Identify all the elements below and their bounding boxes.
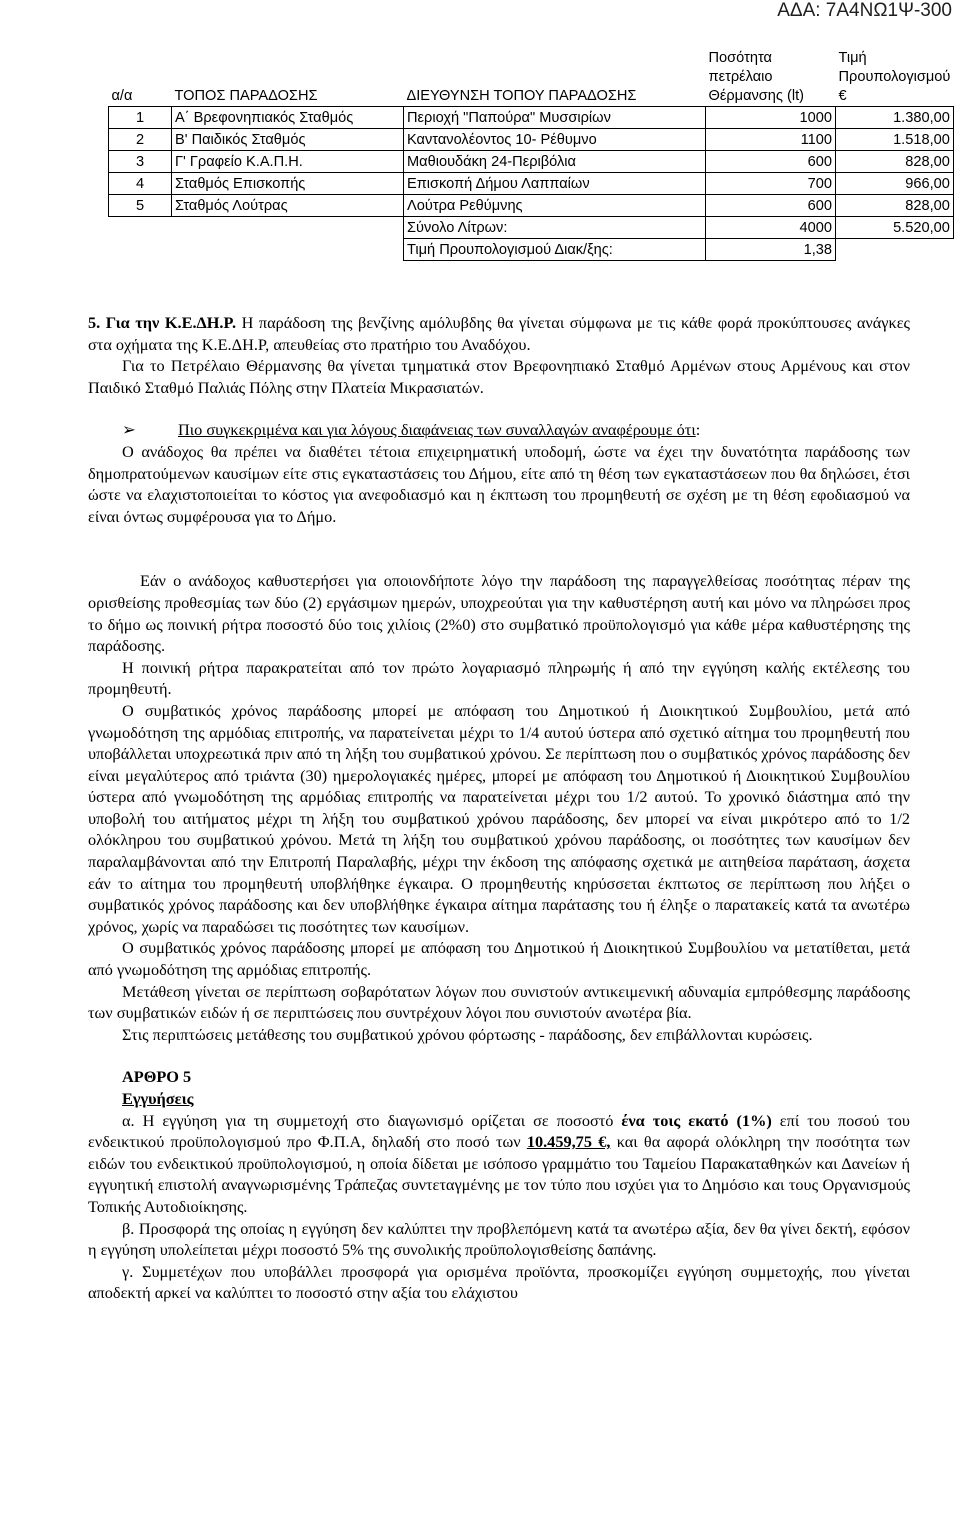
paragraph-guarantee-b: β. Προσφορά της οποίας η εγγύηση δεν καλύπτει την προβλεπόμενη κατά τα ανωτέρω αξία, δεν θα γίνει δεκτή, εφόσον η εγγύηση υπολείπεται μέχρι ποσοστό 5% της συνολικής προϋπολογισθείσης δαπάνης. xyxy=(88,1218,910,1260)
unit-price-value: 1,38 xyxy=(706,239,836,261)
delivery-table xyxy=(108,40,954,261)
document-body xyxy=(88,312,910,1304)
article-subtitle xyxy=(88,1088,910,1110)
paragraph-postponement: Ο συμβατικός χρόνος παράδοσης μπορεί με απόφαση του Δημοτικού ή Διοικητικού Συμβουλίου να μετατίθεται, μετά από γνωμοδότηση της αρμόδιας επιτροπής. xyxy=(88,938,910,980)
guarantee-a-text: και θα αφορά ολόκληρη την ποσότητα των ειδών του ενδεικτικού προϋπολογισμού, η οποία δίδεται με ισόποσο γραμμάτιο του Ταμείου Παρακαταθηκών και Δανείων ή εγγυητική επιστολή αναγνωρισμένης Τράπεζας συντεταγμένης με τον τύπο που ισχύει για το Δημόσιο και τους Οργανισμούς Τοπικής Αυτοδιοίκησης. xyxy=(88,1132,911,1216)
cell-aa: 2 xyxy=(109,129,172,151)
paragraph-delay-penalty: Εάν ο ανάδοχος καθυστερήσει για οποιονδήποτε λόγο την παράδοση της παραγγελθείσας ποσότητας πέραν της ορισθείσης προθεσμίας των δύο (2) εργάσιμων ημερών, υποχρεούται για την καθυστέρηση αυτή και μόνο να πληρώσει προς το δήμο ως ποινική ρήτρα ποσοστό δύο τοις χιλίοις (2%0) στο συμβατικό προϋπολογισμό για κάθε μέρα καθυστέρησης της παράδοσης. xyxy=(88,571,910,656)
guarantee-a-text: α. Η εγγύηση για τη συμμετοχή στο διαγωνισμό ορίζεται σε ποσοστό xyxy=(122,1110,622,1130)
guarantee-a-text: επί του ποσού του ενδεικτικού προϋπολογισμού προ Φ.Π.Α, δηλαδή στο ποσό των xyxy=(88,1110,910,1152)
cell-price: 966,00 xyxy=(836,173,954,195)
cell-address: Μαθιουδάκη 24-Περιβόλια xyxy=(404,151,706,173)
bullet-underlined-text: Πιο συγκεκριμένα και για λόγους διαφάνειας των συναλλαγών αναφέρουμε ότι xyxy=(178,420,696,440)
paragraph-kedir xyxy=(88,312,910,355)
cell-quantity: 1000 xyxy=(706,107,836,129)
guarantee-percent: ένα τοις εκατό (1%) xyxy=(621,1110,772,1130)
table-row xyxy=(109,107,954,129)
table-row xyxy=(109,173,954,195)
table-row xyxy=(109,129,954,151)
unit-price-label: Τιμή Προυπολογισμού Διακ/ξης: xyxy=(404,239,706,261)
total-label: Σύνολο Λίτρων: xyxy=(404,217,706,239)
paragraph-contractor-infrastructure: Ο ανάδοχος θα πρέπει να διαθέτει τέτοια επιχειρηματική υποδομή, ώστε να έχει την δυνατότητα παράδοσης των δημοπρατούμενων καυσίμων είτε στις εγκαταστάσεις του Δήμου, είτε από τη θέση των εγκαταστάσεων που θα δηλώσει, έτσι ώστε να ελαχιστοποιείται το κόστος για ανεφοδιασμό και η έκπτωση του προμηθευτή σε σχέση με τη θέση εφοδιασμού να είναι όντως συμφέρουσα για το Δήμο. xyxy=(88,441,910,526)
header-place: ΤΟΠΟΣ ΠΑΡΑΔΟΣΗΣ xyxy=(174,88,318,104)
total-price: 5.520,00 xyxy=(836,217,954,239)
cell-place: Β' Παιδικός Σταθμός xyxy=(172,129,404,151)
cell-place: Α΄ Βρεφονηπιακός Σταθμός xyxy=(172,107,404,129)
article-title xyxy=(88,1066,910,1088)
cell-address: Καντανολέοντος 10- Ρέθυμνο xyxy=(404,129,706,151)
total-row xyxy=(109,217,954,239)
cell-quantity: 1100 xyxy=(706,129,836,151)
cell-price: 1.380,00 xyxy=(836,107,954,129)
total-quantity: 4000 xyxy=(706,217,836,239)
cell-aa: 4 xyxy=(109,173,172,195)
header-address: ΔΙΕΥΘΥΝΣΗ ΤΟΠΟΥ ΠΑΡΑΔΟΣΗΣ xyxy=(406,88,637,104)
header-aa: α/α xyxy=(111,88,133,104)
arrow-bullet-icon: ➢ xyxy=(122,420,136,440)
paragraph-no-sanctions: Στις περιπτώσεις μετάθεσης του συμβατικού χρόνου φόρτωσης - παράδοσης, δεν επιβάλλονται κυρώσεις. xyxy=(122,1024,813,1044)
table-row xyxy=(109,151,954,173)
header-price: Τιμή Προυπολογισμού € xyxy=(838,50,951,104)
cell-quantity: 700 xyxy=(706,173,836,195)
cell-aa: 3 xyxy=(109,151,172,173)
article-subtitle-text: Εγγυήσεις xyxy=(122,1089,194,1108)
cell-address: Περιοχή "Παπούρα" Μυσσιρίων xyxy=(404,107,706,129)
article-title-text: ΑΡΘΡΟ 5 xyxy=(122,1067,192,1087)
table-row xyxy=(109,195,954,217)
cell-price: 828,00 xyxy=(836,151,954,173)
cell-quantity: 600 xyxy=(706,151,836,173)
kedir-text: Η παράδοση της βενζίνης αμόλυβδης θα γίνεται σύμφωνα με τις κάθε φορά προκύπτουσες ανάγκες στα οχήματα της Κ.Ε.ΔΗ.Ρ, απευθείας στο πρατήριο του Αναδόχου. xyxy=(88,313,910,354)
cell-address: Επισκοπή Δήμου Λαππαίων xyxy=(404,173,706,195)
guarantee-amount: 10.459,75 €, xyxy=(526,1132,611,1152)
cell-address: Λούτρα Ρεθύμνης xyxy=(404,195,706,217)
paragraph-force-majeure: Μετάθεση γίνεται σε περίπτωση σοβαρότατων λόγων που συνιστούν αντικειμενική αδυναμία εμπρόθεσμης παράδοσης των συμβατικών ειδών ή σε περιπτώσεις που συντρέχουν λόγοι που συνιστούν ανωτέρα βία. xyxy=(88,981,910,1023)
header-quantity: Ποσότητα πετρέλαιο Θέρμανσης (lt) xyxy=(708,50,805,104)
paragraph-guarantee-a xyxy=(88,1110,910,1218)
paragraph-heating-oil: Για το Πετρέλαιο Θέρμανσης θα γίνεται τμηματικά στον Βρεφονηπιακό Σταθμό Αρμένων στους Αρμένους και στον Παιδικό Σταθμό Παλιάς Πόλης στην Πλατεία Μικρασιατών. xyxy=(88,356,910,397)
bullet-colon: : xyxy=(695,420,701,440)
ada-code: ΑΔΑ: 7Α4ΝΩ1Ψ-300 xyxy=(777,0,952,21)
cell-price: 1.518,00 xyxy=(836,129,954,151)
table-header-row xyxy=(109,40,954,107)
cell-aa: 5 xyxy=(109,195,172,217)
paragraph-penalty-withholding: Η ποινική ρήτρα παρακρατείται από τον πρώτο λογαριασμό πληρωμής ή από την εγγύηση καλής εκτέλεσης του προμηθευτή. xyxy=(88,657,910,699)
unit-price-row xyxy=(109,239,954,261)
kedir-heading: 5. Για την Κ.Ε.ΔΗ.Ρ. xyxy=(88,313,237,332)
cell-place: Σταθμός Επισκοπής xyxy=(172,173,404,195)
cell-place: Σταθμός Λούτρας xyxy=(172,195,404,217)
paragraph-extension: Ο συμβατικός χρόνος παράδοσης μπορεί με απόφαση του Δημοτικού ή Διοικητικού Συμβουλίου, μετά από γνωμοδότηση της αρμόδιας επιτροπής, να παρατείνεται μέχρι το 1/4 αυτού ύστερα από σχετικό αίτημα του προμηθευτή που υποβάλλεται υποχρεωτικά πριν από τη λήξη του συμβατικού χρόνου. Σε περίπτωση που ο συμβατικός χρόνος παράδοσης δεν είναι μεγαλύτερος από τριάντα (30) ημερολογιακές ημέρες, μπορεί με απόφαση του Δημοτικού ή Διοικητικού Συμβουλίου ύστερα από γνωμοδότηση της αρμόδιας επιτροπής να παρατείνεται μέχρι του 1/2 αυτού. Το χρονικό διάστημα από την υποβολή του αιτήματος μέχρι τη λήξη του συμβατικού χρόνου παράδοσης, δεν μπορεί να είναι μικρότερο από το 1/2 ολόκληρου του συμβατικού χρόνου. Μετά τη λήξη του συμβατικού χρόνου παράδοσης, οι ποσότητες των καυσίμων δεν παραλαμβάνονται από την Επιτροπή Παραλαβής, μέχρι την έκδοση της απόφασης σχετικά με αιτηθείσα παράταση, άσχετα εάν το αίτημα του προμηθευτή υποβλήθηκε έγκαιρα. Ο προμηθευτής κηρύσσεται έκπτωτος σε περίπτωση που λήξει ο συμβατικός χρόνος παράδοσης και δεν υποβλήθηκε έγκαιρα αίτημα παράτασης του ή έληξε ο παρατακείς κατά τα ανωτέρω χρόνος, χωρίς να παραδώσει τις ποσότητες των καυσίμων. xyxy=(88,700,910,936)
bullet-transparency xyxy=(88,419,910,441)
cell-price: 828,00 xyxy=(836,195,954,217)
cell-quantity: 600 xyxy=(706,195,836,217)
paragraph-guarantee-c: γ. Συμμετέχων που υποβάλλει προσφορά για ορισμένα προϊόντα, προσκομίζει εγγύηση συμμετοχής, που γίνεται αποδεκτή αρκεί να καλύπτει το ποσοστό στην αξία του ελάχιστου xyxy=(88,1261,910,1303)
cell-place: Γ' Γραφείο Κ.Α.Π.Η. xyxy=(172,151,404,173)
cell-aa: 1 xyxy=(109,107,172,129)
